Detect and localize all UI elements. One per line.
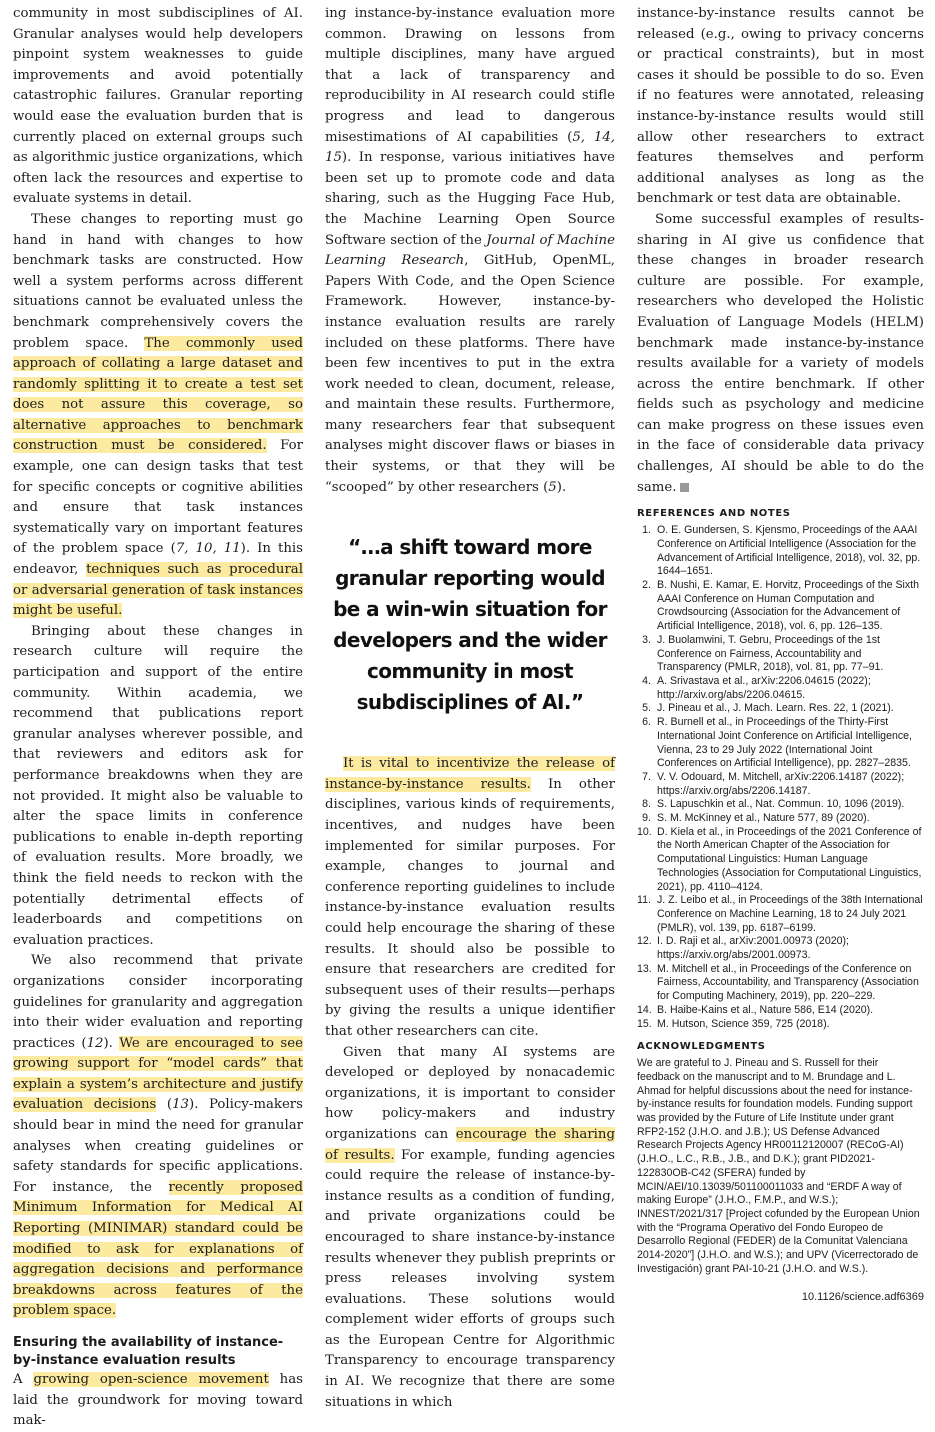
- reference-text: O. E. Gundersen, S. Kjensmo, Proceedings of the AAAI Conference on Artificial Intelligence (Association for the Advancement of Artificial Intelligence, 2018), vol. 32, pp. 1644–1651.: [657, 524, 921, 578]
- reference-text: S. Lapuschkin et al., Nat. Commun. 10, 1096 (2019).: [657, 798, 905, 811]
- reference-item: [637, 634, 924, 675]
- reference-item: [637, 935, 924, 962]
- citation: 5: [548, 479, 557, 495]
- reference-number: 13.: [637, 962, 652, 975]
- citation: 12: [86, 1035, 104, 1051]
- reference-number: 14.: [637, 1003, 652, 1016]
- reference-text: V. V. Odouard, M. Mitchell, arXiv:2206.14187 (2022); https://arxiv.org/abs/2206.14187.: [657, 770, 905, 797]
- reference-number: 9.: [642, 812, 651, 825]
- reference-number: 6.: [642, 716, 651, 729]
- reference-item: [637, 771, 924, 798]
- paragraph-5: A growing open-science movement has laid the groundwork for moving toward mak-: [13, 1372, 303, 1429]
- highlight-incentivize-release: It is vital to incentivize the release of instance-by-instance results.: [325, 756, 615, 792]
- text-column-2: [325, 4, 615, 1413]
- reference-item: [637, 1018, 924, 1032]
- reference-text: R. Burnell et al., in Proceedings of the Thirty-First International Joint Conference on Artificial Intelligence, Vienna, 23 to 29 July 2022 (International Joint Conferences on Artificial Intelligence), pp. 2827–2835.: [657, 716, 912, 770]
- reference-item: [637, 798, 924, 812]
- reference-item: [637, 675, 924, 702]
- citation: 7, 10, 11: [175, 541, 241, 557]
- highlight-model-cards: We are encouraged to see growing support for “model cards” that explain a system’s architecture and justify evaluation decisions: [13, 1035, 303, 1113]
- paragraph-10: Some successful examples of results-sharing in AI give us confidence that these changes in broader research culture are possible. For example, researchers who developed the Holistic Evaluation of Language Models (HELM) benchmark made instance-by-instance results available for a variety of models across the entire benchmark. If other fields such as psychology and medicine can make progress on these issues even in the face of considerable data privacy challenges, AI should be able to do the same.: [637, 211, 924, 495]
- reference-number: 7.: [642, 770, 651, 783]
- reference-number: 3.: [642, 633, 651, 646]
- highlight-encourage-sharing: encourage the sharing of results.: [325, 1126, 615, 1163]
- reference-text: I. D. Raji et al., arXiv:2001.00973 (2020); https://arxiv.org/abs/2001.00973.: [657, 935, 849, 962]
- reference-item: [637, 716, 924, 771]
- reference-number: 5.: [642, 702, 651, 715]
- paragraph-9: instance-by-instance results cannot be released (e.g., owing to privacy concerns or practical constraints), but in most cases it should be possible to do so. Even if no features were annotated, releasing instance-by-instance results would still allow other researchers to extract features themselves and perform additional analyses as long as the benchmark or test data are obtainable.: [637, 6, 924, 207]
- journal-title: Journal of Machine Learning Research: [325, 232, 615, 269]
- reference-number: 2.: [642, 579, 651, 592]
- reference-text: J. Buolamwini, T. Gebru, Proceedings of the 1st Conference on Fairness, Accountability and Transparency (PMLR, 2018), vol. 81, pp. 77–91.: [657, 633, 884, 674]
- reference-item: [637, 524, 924, 579]
- end-mark-icon: [680, 483, 689, 492]
- reference-item: [637, 702, 924, 716]
- citation: 13: [172, 1097, 189, 1113]
- paragraph-3: Bringing about these changes in research culture will require the participation and support of the entire community. Within academia, we recommend that publications report granular analyses wherever possible, and that reviewers and editors ask for performance breakdowns when they are not provided. It might also be valuable to alter the space limits in conference publications to enable in-depth reporting of evaluation results. More broadly, we think the field needs to reckon with the potentially detrimental effects of leaderboards and competitions on evaluation practices.: [13, 623, 303, 948]
- reference-item: [637, 1004, 924, 1018]
- reference-text: A. Srivastava et al., arXiv:2206.04615 (2022); http://arxiv.org/abs/2206.04615.: [657, 674, 871, 701]
- section-subheading: Ensuring the availability of instance-by-instance evaluation results: [13, 1335, 284, 1368]
- reference-item: [637, 826, 924, 895]
- reference-number: 15.: [637, 1017, 652, 1030]
- reference-number: 4.: [642, 674, 651, 687]
- reference-number: 8.: [642, 798, 651, 811]
- reference-text: B. Nushi, E. Kamar, E. Horvitz, Proceedings of the Sixth AAAI Conference on Human Computation and Crowdsourcing (Association for the Advancement of Artificial Intelligence, 2018), vol. 6, pp. 126–135.: [657, 579, 920, 633]
- references-heading: REFERENCES AND NOTES: [637, 508, 791, 520]
- reference-item: [637, 812, 924, 826]
- reference-number: 1.: [642, 524, 651, 537]
- reference-item: [637, 963, 924, 1004]
- reference-text: D. Kiela et al., in Proceedings of the 2021 Conference of the North American Chapter of the Association for Computational Linguistics: Human Language Technologies (Association for Computational Linguistics, 2021), pp. 4110–4124.: [657, 825, 922, 893]
- paragraph-4: We also recommend that private organizations consider incorporating guidelines for granularity and aggregation into their wider evaluation and reporting practices (12). We are encouraged to see growing support for “model cards” that explain a system’s architecture and justify evaluation decisions (13). Policy-makers should bear in mind the need for granular analyses when creating guidelines or safety standards for specific applications. For instance, the recently proposed Minimum Information for Medical AI Reporting (MINIMAR) standard could be modified to ask for explanations of aggregation decisions and performance breakdowns across features of the problem space.: [13, 953, 303, 1319]
- paragraph-6: ing instance-by-instance evaluation more common. Drawing on lessons from multiple disciplines, many have argued that a lack of transparency and reproducibility in AI research could stifle progress and lead to dangerous misestimations of AI capabilities (5, 14, 15). In response, various initiatives have been set up to promote code and data sharing, such as the Hugging Face Hub, the Machine Learning Open Source Software section of the Journal of Machine Learning Research, GitHub, OpenML, Papers With Code, and the Open Science Framework. However, instance-by-instance evaluation results are rarely included on these platforms. There have been few incentives to put in the extra work needed to clean, document, release, and maintain these results. Furthermore, many researchers fear that subsequent analyses might discover flaws or biases in their systems, or that they will be “scooped” by other researchers (5).: [325, 6, 616, 495]
- reference-text: J. Pineau et al., J. Mach. Learn. Res. 22, 1 (2021).: [657, 702, 894, 715]
- paragraph-8: Given that many AI systems are developed or deployed by nonacademic organizations, it is important to consider how policy-makers and industry organizations can encourage the sharing of results. For example, funding agencies could require the release of instance-by-instance results as a condition of funding, and private organizations could be encouraged to share instance-by-instance results whenever they publish preprints or press releases involving system evaluations. These solutions would complement wider efforts of groups such as the European Centre for Algorithmic Transparency to encourage transparency in AI. We recognize that there are some situations in which: [325, 1044, 615, 1410]
- reference-item: [637, 579, 924, 634]
- reference-number: 12.: [637, 935, 652, 948]
- reference-number: 10.: [637, 825, 652, 838]
- acknowledgments-text: We are grateful to J. Pineau and S. Russell for their feedback on the manuscript and to M. Brundage and L. Ahmad for helpful discussions about the need for instance-by-instance results for foundation models. Funding support was provided by the Future of Life Institute under grant RFP2-152 (J.H.O. and J.B.); US Defense Advanced Research Projects Agency HR00112120007 (RECoG-AI) (J.H.O., L.C., R.B., J.B., and D.K.); grant PID2021-122830OB-C42 (SFERA) funded by MCIN/AEI/10.13039/501100011033 and “ERDF A way of making Europe” (J.H.O., F.M.P., and W.S.); INNEST/2021/317 [Project cofunded by the European Union with the “Programa Operativo del Fondo Europeo de Desarrollo Regional (FEDER) de la Comunitat Valenciana 2014-2020”] (J.H.O. and W.S.); and UPV (Vicerrectorado de Investigación) grant PAI-10-21 (J.H.O. and W.S.).: [637, 1057, 920, 1275]
- references-list: [637, 524, 924, 1031]
- reference-text: M. Mitchell et al., in Proceedings of the Conference on Fairness, Accountability, and Transparency (Association for Computing Machinery, 2019), pp. 220–229.: [657, 962, 919, 1003]
- doi-link[interactable]: 10.1126/science.adf6369: [801, 1290, 924, 1303]
- highlight-open-science: growing open-science movement: [33, 1372, 269, 1387]
- reference-text: B. Haibe-Kains et al., Nature 586, E14 (2020).: [657, 1003, 874, 1016]
- text-column-1: [13, 4, 303, 1432]
- highlight-benchmark-construction: The commonly used approach of collating a large dataset and randomly splitting it to create a test set does not assure this coverage, so alternative approaches to benchmark construction must be considered.: [13, 335, 303, 454]
- reference-number: 11.: [637, 894, 651, 907]
- pull-quote: “…a shift toward more granular reporting would be a win-win situation for developers and the wider community in most subdisciplines of AI.”: [333, 535, 607, 715]
- paragraph-2: These changes to reporting must go hand in hand with changes to how benchmark tasks are constructed. How well a system performs across different situations cannot be evaluated unless the benchmark comprehensively covers the problem space. The commonly used approach of collating a large dataset and randomly splitting it to create a test set does not assure this coverage, so alternative approaches to benchmark construction must be considered. For example, one can design tasks that test for specific concepts or cognitive abilities and ensure that task instances systematically vary on important features of the problem space (7, 10, 11). In this endeavor, techniques such as procedural or adversarial generation of task instances might be useful.: [13, 211, 303, 619]
- paragraph-1: community in most subdisciplines of AI. Granular analyses would help developers pinpoint system weaknesses to guide improvements and avoid potentially catastrophic failures. Granular reporting would ease the evaluation burden that is currently placed on external groups such as algorithmic justice organizations, which often lack the resources and expertise to evaluate systems in detail.: [13, 6, 303, 207]
- paragraph-7: It is vital to incentivize the release of instance-by-instance results. In other disciplines, various kinds of requirements, incentives, and nudges have been implemented for similar purposes. For example, changes to journal and conference reporting guidelines to include instance-by-instance evaluation results could help encourage the sharing of these results. It should also be possible to ensure that researchers are credited for subsequent uses of their results—perhaps by giving the results a unique identifier that other researchers can cite.: [325, 756, 615, 1039]
- text-column-3: [637, 4, 924, 1303]
- highlight-minimar: recently proposed Minimum Information for Medical AI Reporting (MINIMAR) standard could be modified to ask for explanations of aggregation decisions and performance breakdowns across features of the problem space.: [13, 1179, 303, 1319]
- reference-text: J. Z. Leibo et al., in Proceedings of the 38th International Conference on Machine Learning, 18 to 24 July 2021 (PMLR), vol. 139, pp. 6187–6199.: [657, 894, 923, 934]
- reference-text: S. M. McKinney et al., Nature 577, 89 (2020).: [657, 812, 870, 825]
- reference-item: [637, 894, 924, 935]
- highlight-procedural-generation: techniques such as procedural or adversarial generation of task instances might be useful.: [13, 562, 303, 619]
- reference-text: M. Hutson, Science 359, 725 (2018).: [657, 1017, 830, 1030]
- acknowledgments-heading: ACKNOWLEDGMENTS: [637, 1041, 766, 1053]
- citation: 5, 14, 15: [325, 129, 616, 166]
